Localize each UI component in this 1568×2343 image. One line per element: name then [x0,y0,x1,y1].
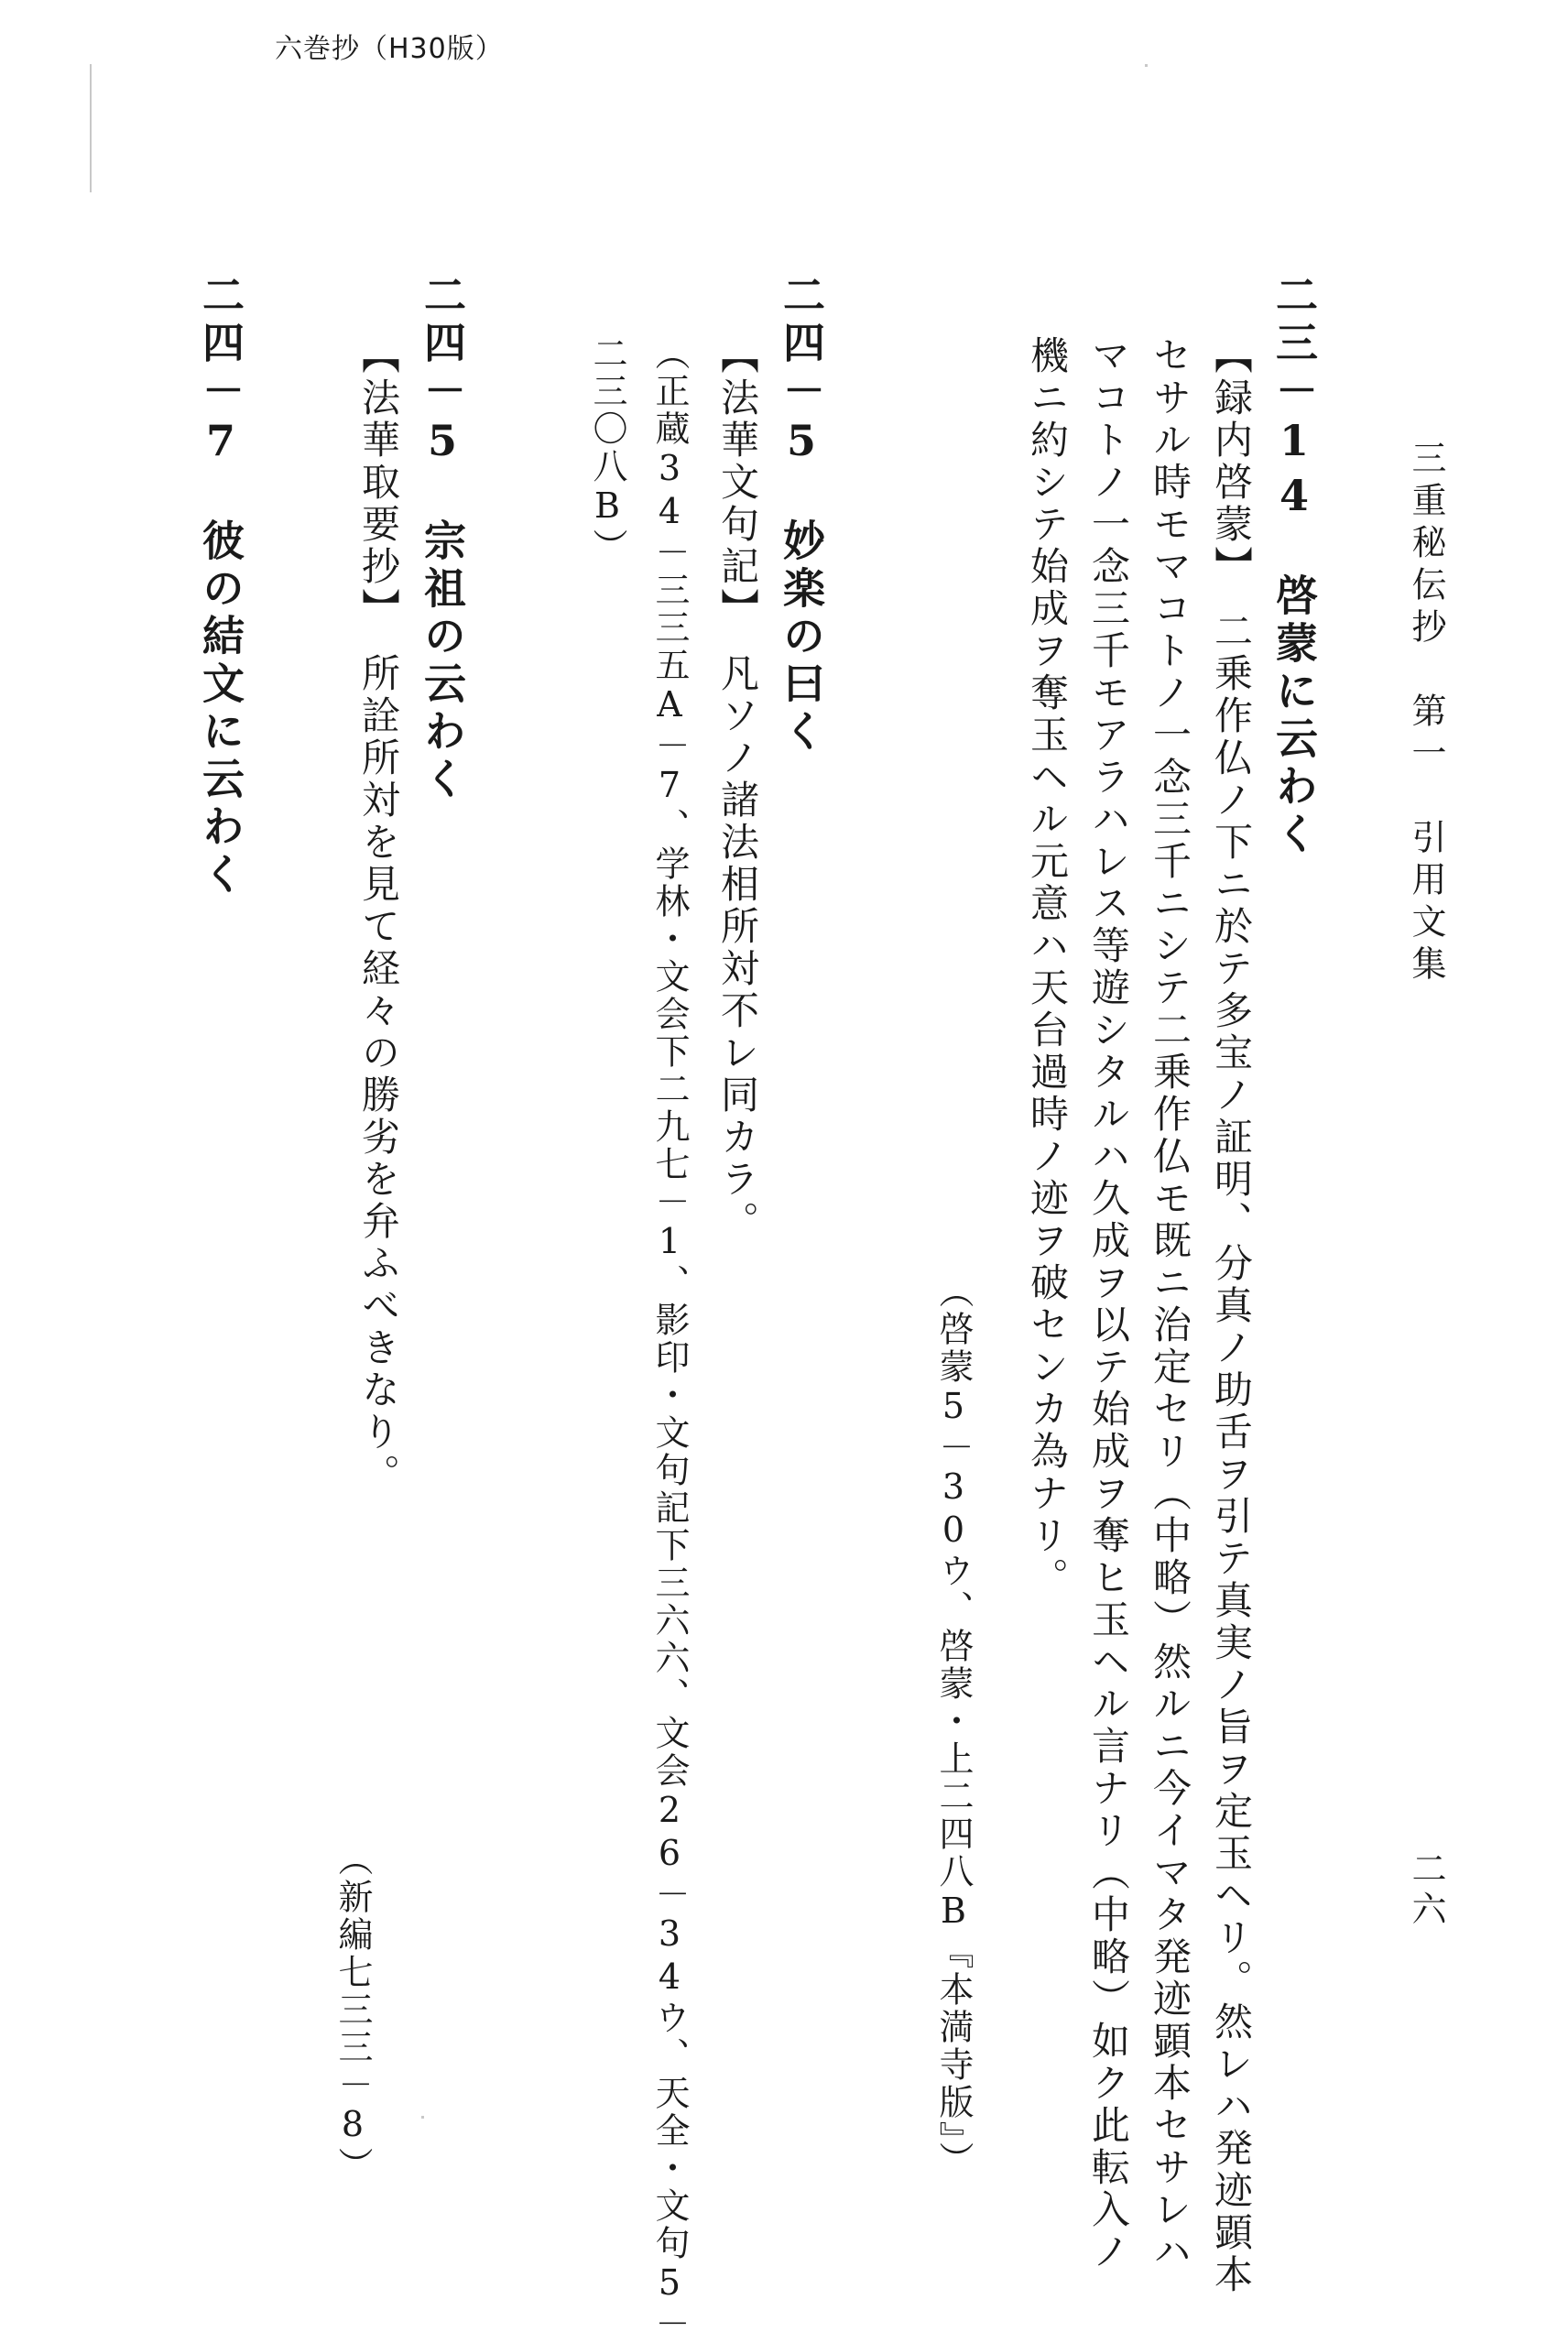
entry-text-line: 機ニ約シテ始成ヲ奪玉ヘル元意ハ天台過時ノ迹ヲ破センカ為ナリ。 [1025,335,1070,1599]
scan-speck [90,64,92,192]
entry-citation: （新編七三三－8） [332,1841,373,2185]
running-header: 三重秘伝抄 第一 引用文集 [1406,440,1446,987]
scan-speck [1145,64,1148,67]
entry-heading: 二四－5 妙楽の曰く [777,273,826,757]
book-label: 六巻抄（H30版） [275,33,504,65]
entry-heading: 二四－5 宗祖の云わく [418,273,467,804]
scan-speck [421,2116,424,2119]
entry-text-line: 【法華取要抄】 所詮所対を見て経々の勝劣を弁ふべきなり。 [356,335,401,1496]
entry-text-line: マコトノ一念三千モアラハレス等遊シタルハ久成ヲ以テ始成ヲ奪ヒ玉ヘル言ナリ（中略）如ク此転入ノ [1086,335,1131,2273]
page-number: 二六 [1406,1850,1446,1931]
entry-heading: 二四－7 彼の結文に云わく [196,273,245,899]
entry-text-line: 【法華文句記】 凡ソノ諸法相所対不レ同カラ。 [715,335,760,1243]
entry-text-line: セサル時モマコトノ一念三千ニシテ二乗作仏モ既ニ治定セリ（中略）然ルニ今イマタ発迹顕本セサレハ [1148,335,1192,2273]
entry-citation-line: （正蔵34－三三五A－7、学林・文会下二九七－1、影印・文句記下三六六、文会26－34ウ、天全・文句5－ [649,335,690,2343]
entry-citation-line: 二三〇八B） [587,335,627,566]
entry-text-line: 【録内啓蒙】 二乗作仏ノ下ニ於テ多宝ノ証明、分真ノ助舌ヲ引テ真実ノ旨ヲ定玉ヘリ。然レハ発迹顕本 [1209,335,1254,2296]
entry-citation: （啓蒙5－30ウ、啓蒙・上二四八B『本満寺版』） [933,1273,974,2179]
entry-heading: 二三－14 啓蒙に云わく [1269,273,1319,859]
